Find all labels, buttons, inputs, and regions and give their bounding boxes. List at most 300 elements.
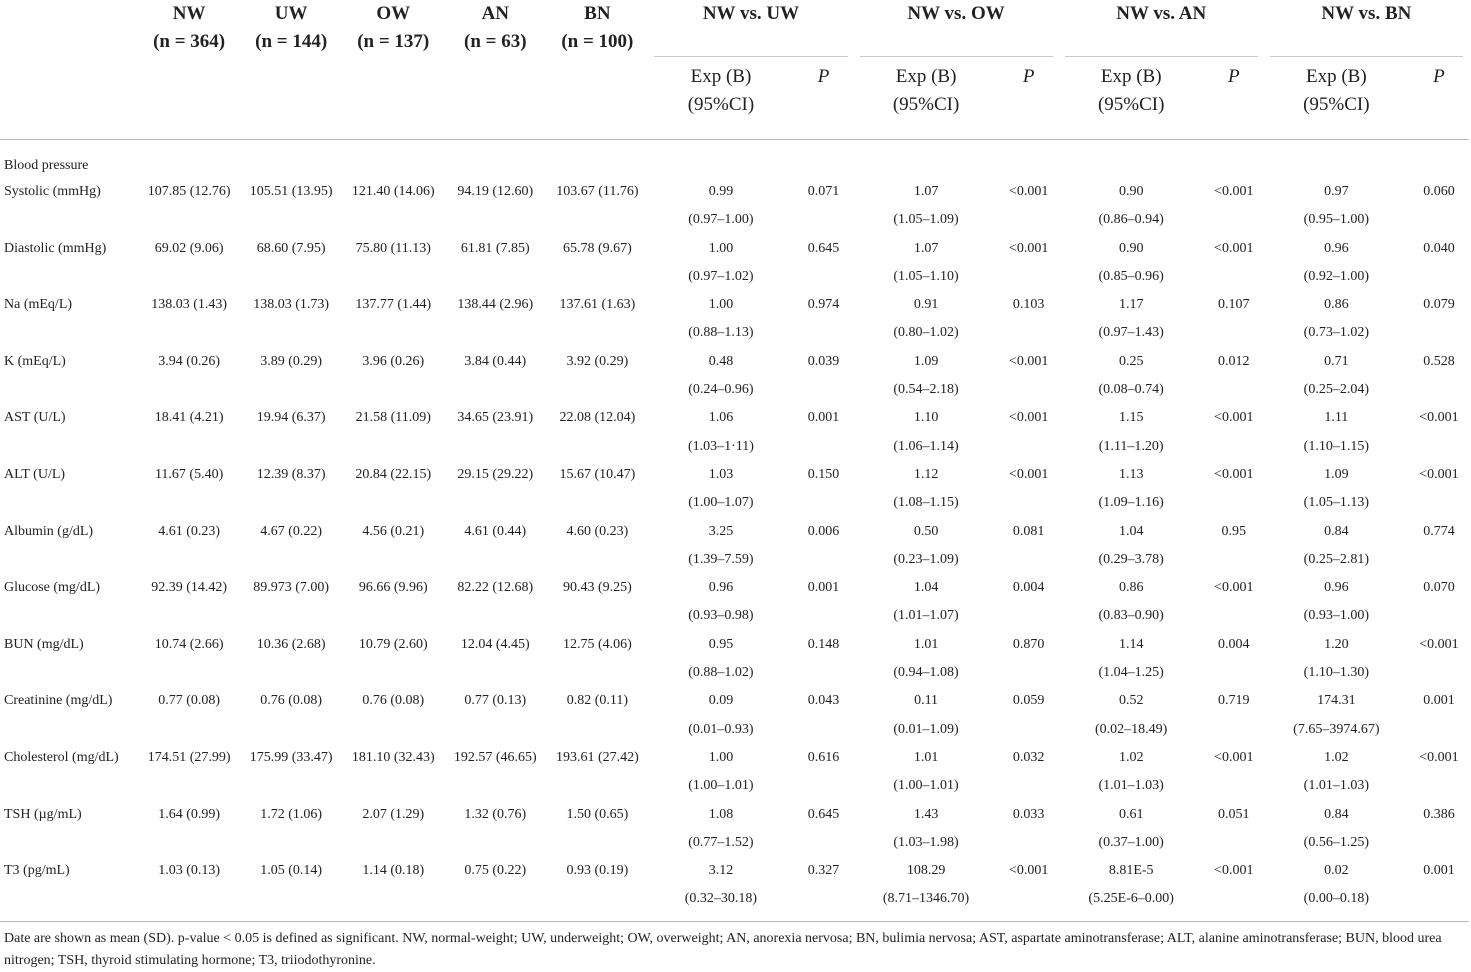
exp-b-cell: 0.96 xyxy=(1324,580,1349,596)
p-value-cell: <0.001 xyxy=(1008,410,1049,426)
p-header: P xyxy=(1022,66,1035,87)
column-name: OW xyxy=(376,3,411,24)
comparison-header-wrap xyxy=(654,0,847,57)
p-value-cell: <0.001 xyxy=(1214,466,1254,482)
p-value-cell: 0.004 xyxy=(1012,580,1045,596)
ci-cell: (0.93–1.00) xyxy=(1303,608,1369,624)
mean-sd-cell: 181.10 (32.43) xyxy=(351,749,435,765)
spacer-cell xyxy=(999,433,1059,461)
ci-cell: (1.08–1.15) xyxy=(893,495,959,511)
column-header xyxy=(546,0,648,140)
column-n: (n = 100) xyxy=(561,31,634,52)
exp-b-cell: 0.84 xyxy=(1324,523,1349,539)
spacer-cell xyxy=(240,602,342,630)
p-value-cell: <0.001 xyxy=(1008,353,1049,369)
row-label: AST (U/L) xyxy=(4,410,66,426)
mean-sd-cell: 138.44 (2.96) xyxy=(457,297,534,313)
spacer-cell xyxy=(546,659,648,687)
mean-sd-cell: 22.08 (12.04) xyxy=(559,410,636,426)
column-n: (n = 137) xyxy=(357,31,430,52)
exp-b-cell: 1.17 xyxy=(1118,297,1144,313)
mean-sd-cell: 4.56 (0.21) xyxy=(362,523,425,539)
spacer-cell xyxy=(1204,602,1264,630)
p-value-cell: <0.001 xyxy=(1214,749,1254,765)
mean-sd-cell: 1.03 (0.13) xyxy=(158,863,221,879)
ci-cell: (1.10–1.30) xyxy=(1303,665,1369,681)
table-row-ci xyxy=(0,659,1469,687)
mean-sd-cell: 65.78 (9.67) xyxy=(562,240,632,256)
mean-sd-cell: 3.92 (0.29) xyxy=(566,353,629,369)
spacer-cell xyxy=(546,433,648,461)
ci-cell: (1.05–1.10) xyxy=(893,268,959,284)
spacer-cell xyxy=(240,263,342,291)
spacer-cell xyxy=(138,772,240,800)
ci-cell: (1.00–1.07) xyxy=(688,495,754,511)
spacer-cell xyxy=(1409,602,1469,630)
row-label: Creatinine (mg/dL) xyxy=(4,693,113,709)
exp-b-cell: 1.00 xyxy=(708,297,734,313)
spacer-cell xyxy=(342,433,444,461)
ci-cell: (1.05–1.09) xyxy=(893,212,959,228)
exp-b-cell: 1.01 xyxy=(913,636,939,652)
exp-b-cell: 1.07 xyxy=(913,184,939,199)
spacer-cell xyxy=(1204,546,1264,574)
table-row-ci xyxy=(0,206,1469,234)
p-value-cell: <0.001 xyxy=(1214,580,1254,596)
row-label-spacer xyxy=(0,829,138,857)
p-value-cell: 0.059 xyxy=(1012,693,1045,709)
spacer-cell xyxy=(546,602,648,630)
table-row-ci xyxy=(0,546,1469,574)
spacer-cell xyxy=(444,489,546,517)
exp-b-cell: 1.10 xyxy=(913,410,939,426)
ci-cell: (1.05–1.13) xyxy=(1303,495,1369,511)
ci-cell: (0.02–18.49) xyxy=(1095,721,1168,737)
mean-sd-cell: 192.57 (46.65) xyxy=(453,749,537,765)
spacer-cell xyxy=(546,546,648,574)
p-value-cell: <0.001 xyxy=(1214,863,1254,879)
spacer-cell xyxy=(1409,546,1469,574)
table-body xyxy=(0,140,1469,914)
exp-b-cell: 1.00 xyxy=(708,749,734,765)
spacer-cell xyxy=(240,489,342,517)
comparison-header xyxy=(648,0,853,57)
spacer-cell xyxy=(546,319,648,347)
exp-b-cell: 0.25 xyxy=(1118,353,1144,369)
exp-b-cell: 0.48 xyxy=(708,353,734,369)
mean-sd-cell: 68.60 (7.95) xyxy=(256,240,326,256)
spacer-cell xyxy=(546,263,648,291)
exp-label: Exp (B) xyxy=(1100,66,1162,87)
p-value-cell: 0.645 xyxy=(807,806,840,822)
p-value-cell: <0.001 xyxy=(1214,410,1254,426)
p-header: P xyxy=(1227,66,1240,87)
spacer-cell xyxy=(444,885,546,913)
spacer-cell xyxy=(1204,716,1264,744)
column-header xyxy=(444,0,546,140)
p-value-cell: 0.386 xyxy=(1423,806,1455,822)
exp-b-cell: 0.86 xyxy=(1118,580,1144,596)
exp-b-cell: 8.81E-5 xyxy=(1108,863,1154,879)
spacer-cell xyxy=(138,885,240,913)
exp-b-cell: 1.20 xyxy=(1324,636,1349,652)
spacer-cell xyxy=(999,263,1059,291)
row-label-spacer xyxy=(0,263,138,291)
mean-sd-cell: 0.75 (0.22) xyxy=(464,863,527,879)
spacer-cell xyxy=(546,885,648,913)
mean-sd-cell: 12.04 (4.45) xyxy=(460,636,530,652)
table-row-ci xyxy=(0,772,1469,800)
exp-b-cell: 0.50 xyxy=(913,523,939,539)
mean-sd-cell: 137.61 (1.63) xyxy=(559,297,636,313)
ci-cell: (0.92–1.00) xyxy=(1303,268,1369,284)
spacer-cell xyxy=(999,716,1059,744)
table-row xyxy=(0,631,1469,659)
ci-cell: (0.54–2.18) xyxy=(893,382,959,398)
column-n: (n = 144) xyxy=(255,31,328,52)
p-value-cell: 0.012 xyxy=(1218,353,1250,369)
row-label: T3 (pg/mL) xyxy=(4,863,70,879)
spacer-cell xyxy=(1204,433,1264,461)
p-value-cell: 0.070 xyxy=(1423,580,1455,596)
exp-b-cell: 0.84 xyxy=(1324,806,1349,822)
mean-sd-cell: 82.22 (12.68) xyxy=(457,580,534,596)
row-label: BUN (mg/dL) xyxy=(4,636,84,652)
ci-cell: (1.39–7.59) xyxy=(688,551,754,567)
table-row-ci xyxy=(0,716,1469,744)
p-value-cell: 0.107 xyxy=(1218,297,1250,313)
ci-label: (95%CI) xyxy=(892,94,960,115)
row-label: Diastolic (mmHg) xyxy=(4,240,107,256)
mean-sd-cell: 1.64 (0.99) xyxy=(158,806,221,822)
row-label: K (mEq/L) xyxy=(4,353,66,369)
spacer-cell xyxy=(999,659,1059,687)
mean-sd-cell: 0.77 (0.08) xyxy=(158,693,221,709)
mean-sd-cell: 121.40 (14.06) xyxy=(351,184,435,199)
spacer-cell xyxy=(138,546,240,574)
spacer-cell xyxy=(342,659,444,687)
exp-b-cell: 1.09 xyxy=(913,353,939,369)
exp-b-cell: 0.11 xyxy=(914,693,939,709)
p-value-cell: 0.079 xyxy=(1423,297,1455,313)
exp-b-cell: 0.90 xyxy=(1118,184,1144,199)
mean-sd-cell: 90.43 (9.25) xyxy=(562,580,632,596)
mean-sd-cell: 1.32 (0.76) xyxy=(464,806,527,822)
spacer-cell xyxy=(240,772,342,800)
spacer-cell xyxy=(342,319,444,347)
spacer-cell xyxy=(1204,659,1264,687)
exp-b-cell: 0.61 xyxy=(1118,806,1144,822)
column-name: NW xyxy=(172,3,206,24)
table-row-ci xyxy=(0,263,1469,291)
spacer-cell xyxy=(999,319,1059,347)
table-row xyxy=(0,291,1469,319)
exp-b-cell: 0.97 xyxy=(1324,184,1349,199)
exp-ci-header xyxy=(1059,57,1204,140)
comparison-header xyxy=(1059,0,1264,57)
ci-label: (95%CI) xyxy=(1303,94,1370,115)
exp-b-cell: 1.15 xyxy=(1118,410,1144,426)
spacer-cell xyxy=(1204,206,1264,234)
spacer-cell xyxy=(138,376,240,404)
mean-sd-cell: 3.84 (0.44) xyxy=(464,353,527,369)
spacer-cell xyxy=(793,546,853,574)
spacer-cell xyxy=(342,885,444,913)
mean-sd-cell: 29.15 (29.22) xyxy=(457,466,534,482)
spacer-cell xyxy=(444,263,546,291)
row-label-spacer xyxy=(0,319,138,347)
spacer-cell xyxy=(999,829,1059,857)
ci-cell: (0.80–1.02) xyxy=(893,325,959,341)
spacer-cell xyxy=(1204,376,1264,404)
mean-sd-cell: 10.79 (2.60) xyxy=(358,636,428,652)
exp-ci-header xyxy=(854,57,999,140)
table-row-ci xyxy=(0,433,1469,461)
p-value-cell: 0.032 xyxy=(1012,749,1045,765)
mean-sd-cell: 3.96 (0.26) xyxy=(362,353,425,369)
ci-cell: (0.01–1.09) xyxy=(893,721,959,737)
ci-cell: (0.86–0.94) xyxy=(1098,212,1164,228)
spacer-cell xyxy=(138,829,240,857)
spacer-cell xyxy=(999,546,1059,574)
mean-sd-cell: 15.67 (10.47) xyxy=(559,466,636,482)
row-label: Na (mEq/L) xyxy=(4,297,73,313)
spacer-cell xyxy=(793,263,853,291)
mean-sd-cell: 10.74 (2.66) xyxy=(154,636,224,652)
spacer-cell xyxy=(1409,885,1469,913)
spacer-cell xyxy=(999,489,1059,517)
p-value-cell: 0.081 xyxy=(1012,523,1045,539)
ci-cell: (1.01–1.07) xyxy=(893,608,959,624)
mean-sd-cell: 0.82 (0.11) xyxy=(566,693,629,709)
ci-cell: (1.04–1.25) xyxy=(1098,665,1164,681)
ci-cell: (0.73–1.02) xyxy=(1303,325,1369,341)
p-value-cell: <0.001 xyxy=(1419,749,1459,765)
exp-b-cell: 3.25 xyxy=(708,523,734,539)
spacer-cell xyxy=(240,319,342,347)
p-value-cell: 0.645 xyxy=(807,240,840,256)
section-row xyxy=(0,140,1469,179)
exp-b-cell: 1.02 xyxy=(1118,749,1144,765)
exp-b-cell: 0.99 xyxy=(708,184,734,199)
p-value-cell: 0.719 xyxy=(1218,693,1250,709)
mean-sd-cell: 1.72 (1.06) xyxy=(260,806,323,822)
exp-b-cell: 1.02 xyxy=(1324,749,1349,765)
spacer-cell xyxy=(342,263,444,291)
mean-sd-cell: 1.50 (0.65) xyxy=(566,806,629,822)
mean-sd-cell: 4.61 (0.44) xyxy=(464,523,527,539)
comparison-header-wrap xyxy=(860,0,1053,57)
row-label: Cholesterol (mg/dL) xyxy=(4,749,119,765)
exp-b-cell: 0.09 xyxy=(708,693,734,709)
exp-b-cell: 0.52 xyxy=(1118,693,1144,709)
ci-label: (95%CI) xyxy=(687,94,755,115)
p-value-cell: <0.001 xyxy=(1008,863,1049,879)
spacer-cell xyxy=(546,489,648,517)
p-value-cell: 0.006 xyxy=(807,523,840,539)
spacer-cell xyxy=(546,772,648,800)
mean-sd-cell: 21.58 (11.09) xyxy=(355,410,431,426)
ci-cell: (0.94–1.08) xyxy=(893,665,959,681)
spacer-cell xyxy=(546,829,648,857)
p-value-cell: 0.060 xyxy=(1423,184,1455,199)
mean-sd-cell: 0.93 (0.19) xyxy=(566,863,629,879)
p-value-cell: <0.001 xyxy=(1214,184,1254,199)
spacer-cell xyxy=(1409,263,1469,291)
row-label-spacer xyxy=(0,546,138,574)
column-header xyxy=(240,0,342,140)
spacer-cell xyxy=(138,206,240,234)
exp-b-cell: 1.04 xyxy=(1118,523,1144,539)
spacer-cell xyxy=(1409,206,1469,234)
spacer-cell xyxy=(342,716,444,744)
column-name: AN xyxy=(481,3,510,24)
spacer-cell xyxy=(793,829,853,857)
ci-cell: (5.25E-6–0.00) xyxy=(1088,891,1174,907)
ci-cell: (1.03–1·11) xyxy=(687,438,754,454)
mean-sd-cell: 12.75 (4.06) xyxy=(562,636,632,652)
spacer-cell xyxy=(240,659,342,687)
table-row xyxy=(0,744,1469,772)
exp-b-cell: 1.14 xyxy=(1118,636,1144,652)
spacer-cell xyxy=(342,829,444,857)
row-label-spacer xyxy=(0,206,138,234)
spacer-cell xyxy=(444,829,546,857)
mean-sd-cell: 0.77 (0.13) xyxy=(464,693,527,709)
table-row xyxy=(0,461,1469,489)
table-row xyxy=(0,518,1469,546)
mean-sd-cell: 138.03 (1.43) xyxy=(151,297,228,313)
mean-sd-cell: 138.03 (1.73) xyxy=(253,297,330,313)
exp-b-cell: 1.01 xyxy=(913,749,939,765)
row-label: Glucose (mg/dL) xyxy=(4,580,101,596)
table-row-ci xyxy=(0,885,1469,913)
exp-b-cell: 1.04 xyxy=(913,580,939,596)
p-value-cell: 0.039 xyxy=(807,353,840,369)
ci-cell: (0.88–1.02) xyxy=(688,665,754,681)
p-value-cell: 0.616 xyxy=(807,749,840,765)
p-value-cell: <0.001 xyxy=(1419,410,1459,426)
mean-sd-cell: 20.84 (22.15) xyxy=(355,466,432,482)
column-n: (n = 364) xyxy=(153,31,226,52)
comparison-label: NW vs. OW xyxy=(907,3,1005,24)
p-value-cell: 0.001 xyxy=(1423,693,1455,709)
exp-b-cell: 3.12 xyxy=(708,863,734,879)
spacer-cell xyxy=(546,376,648,404)
p-value-cell: 0.071 xyxy=(807,184,840,199)
ci-cell: (0.97–1.00) xyxy=(688,212,754,228)
column-name: BN xyxy=(584,3,611,24)
mean-sd-cell: 4.60 (0.23) xyxy=(566,523,629,539)
p-value-cell: 0.148 xyxy=(807,636,840,652)
exp-b-cell: 1.12 xyxy=(913,466,939,482)
ci-cell: (0.77–1.52) xyxy=(688,834,754,850)
spacer-cell xyxy=(793,659,853,687)
exp-b-cell: 0.71 xyxy=(1324,353,1349,369)
spacer-cell xyxy=(444,206,546,234)
ci-cell: (0.25–2.04) xyxy=(1303,382,1369,398)
mean-sd-cell: 0.76 (0.08) xyxy=(362,693,425,709)
p-value-cell: 0.001 xyxy=(807,410,840,426)
spacer-cell xyxy=(999,885,1059,913)
exp-label: Exp (B) xyxy=(1305,66,1367,87)
exp-b-cell: 0.96 xyxy=(708,580,734,596)
exp-label: Exp (B) xyxy=(895,66,957,87)
spacer-cell xyxy=(240,829,342,857)
row-label-spacer xyxy=(0,376,138,404)
mean-sd-cell: 193.61 (27.42) xyxy=(555,749,639,765)
mean-sd-cell: 94.19 (12.60) xyxy=(457,184,534,199)
spacer-cell xyxy=(999,772,1059,800)
spacer-cell xyxy=(138,433,240,461)
ci-cell: (0.25–2.81) xyxy=(1303,551,1369,567)
ci-label: (95%CI) xyxy=(1097,94,1165,115)
spacer-cell xyxy=(1409,829,1469,857)
exp-ci-header xyxy=(1264,57,1409,140)
ci-cell: (8.71–1346.70) xyxy=(882,891,970,907)
ci-cell: (0.85–0.96) xyxy=(1098,268,1164,284)
spacer-cell xyxy=(444,716,546,744)
mean-sd-cell: 69.02 (9.06) xyxy=(154,240,224,256)
p-value-cell: <0.001 xyxy=(1214,240,1254,256)
ci-cell: (1.01–1.03) xyxy=(1098,778,1164,794)
spacer-cell xyxy=(342,489,444,517)
mean-sd-cell: 75.80 (11.13) xyxy=(355,240,431,256)
spacer-cell xyxy=(138,263,240,291)
mean-sd-cell: 2.07 (1.29) xyxy=(362,806,425,822)
spacer-cell xyxy=(1409,772,1469,800)
column-header xyxy=(342,0,444,140)
mean-sd-cell: 105.51 (13.95) xyxy=(249,184,333,199)
mean-sd-cell: 34.65 (23.91) xyxy=(457,410,534,426)
table-row xyxy=(0,348,1469,376)
ci-cell: (1.11–1.20) xyxy=(1098,438,1164,454)
spacer-cell xyxy=(342,772,444,800)
ci-cell: (0.00–0.18) xyxy=(1303,891,1369,907)
spacer-cell xyxy=(793,376,853,404)
spacer-cell xyxy=(793,489,853,517)
p-value-cell: 0.528 xyxy=(1423,353,1455,369)
exp-b-cell: 0.95 xyxy=(708,636,734,652)
spacer-cell xyxy=(1409,489,1469,517)
header-corner xyxy=(0,0,138,140)
p-value-cell: 0.870 xyxy=(1012,636,1045,652)
spacer-cell xyxy=(444,319,546,347)
spacer-cell xyxy=(1204,829,1264,857)
spacer-cell xyxy=(793,602,853,630)
table-row xyxy=(0,801,1469,829)
p-value-cell: 0.150 xyxy=(807,466,840,482)
p-value-cell: <0.001 xyxy=(1008,240,1049,256)
p-header: P xyxy=(817,66,830,87)
exp-b-cell: 1.08 xyxy=(708,806,734,822)
ci-cell: (0.95–1.00) xyxy=(1303,212,1369,228)
comparison-label: NW vs. UW xyxy=(702,3,800,24)
exp-b-cell: 1.03 xyxy=(708,466,734,482)
mean-sd-cell: 3.94 (0.26) xyxy=(158,353,221,369)
column-header xyxy=(138,0,240,140)
mean-sd-cell: 96.66 (9.96) xyxy=(358,580,428,596)
row-label-spacer xyxy=(0,602,138,630)
p-value-cell: 0.974 xyxy=(807,297,840,313)
exp-b-cell: 1.07 xyxy=(913,240,939,256)
ci-cell: (0.08–0.74) xyxy=(1098,382,1164,398)
spacer-cell xyxy=(138,659,240,687)
spacer-cell xyxy=(342,546,444,574)
spacer-cell xyxy=(240,716,342,744)
p-header: P xyxy=(1433,66,1445,87)
comparison-header xyxy=(1264,0,1469,57)
